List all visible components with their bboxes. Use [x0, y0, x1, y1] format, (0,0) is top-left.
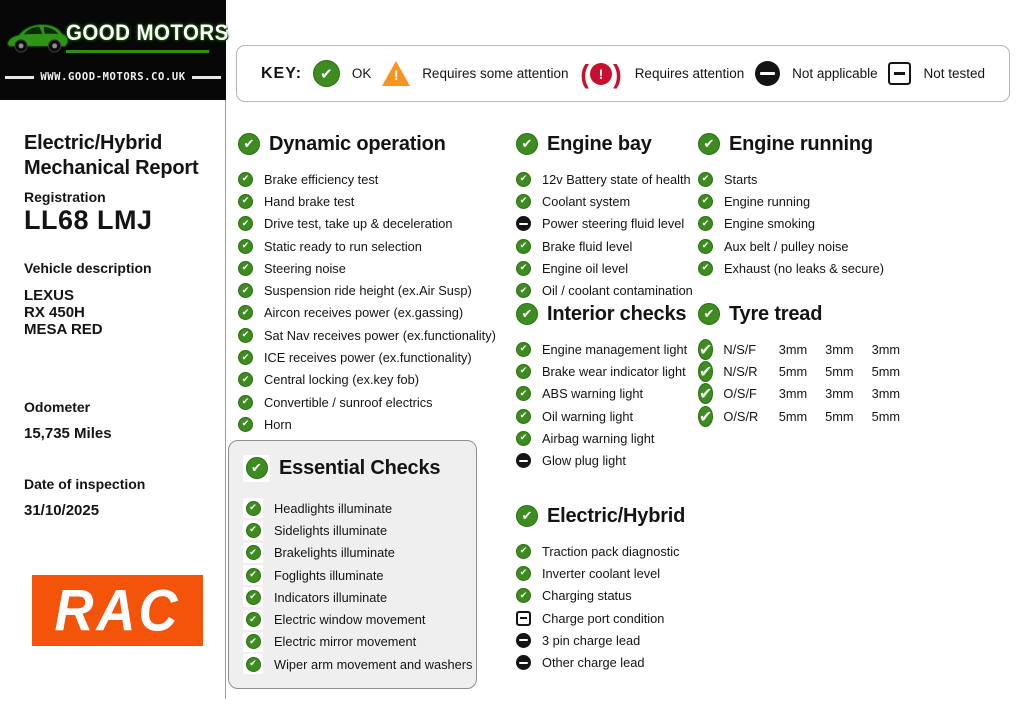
section-tyre-tread: [698, 300, 908, 427]
section-title: Interior checks: [547, 302, 687, 325]
tyre-depth-value: 3mm: [825, 386, 854, 402]
check-item-label: Central locking (ex.key fob): [264, 372, 420, 388]
status-icon: [246, 568, 261, 583]
tyre-depth-value: 3mm: [825, 341, 854, 357]
check-item: [238, 346, 490, 368]
check-list: [516, 168, 708, 302]
key-item-label: Not tested: [923, 66, 985, 81]
status-icon: [516, 239, 531, 254]
check-item: [238, 213, 490, 235]
key-item-not-tested: [888, 62, 985, 85]
check-item-label: Aircon receives power (ex.gassing): [264, 305, 464, 321]
ok-icon: [238, 133, 260, 155]
status-icon: [516, 194, 531, 209]
status-icon: [238, 172, 253, 187]
check-item-label: Steering noise: [264, 260, 346, 276]
check-item-label: Engine smoking: [724, 216, 816, 232]
tyre-tread-list: [698, 338, 908, 427]
inspection-date-label: Date of inspection: [24, 476, 146, 492]
check-item: [238, 302, 490, 324]
key-item-label: Requires attention: [634, 66, 745, 81]
status-icon: [698, 239, 713, 254]
status-icon: [698, 361, 713, 382]
check-item: [243, 653, 473, 675]
status-icon: [516, 261, 531, 276]
status-icon: [698, 339, 713, 360]
report-title: Electric/Hybrid Mechanical Report: [24, 132, 199, 179]
warning-triangle-icon: [382, 61, 410, 86]
check-item-label: Sidelights illuminate: [274, 522, 388, 538]
check-item: [698, 213, 908, 235]
check-item: [238, 257, 490, 279]
check-item: [238, 391, 490, 413]
status-icon: [516, 431, 531, 446]
status-icon: [516, 386, 531, 401]
check-item-label: Brake efficiency test: [264, 171, 379, 187]
tyre-position-label: N/S/F: [723, 341, 757, 357]
rac-logo: RAC: [32, 575, 203, 646]
check-item-label: 12v Battery state of health: [542, 171, 691, 187]
key-item-attention: [579, 58, 745, 89]
section-essential-checks: [228, 440, 477, 689]
status-icon: [238, 283, 253, 298]
tyre-depth-value: 5mm: [871, 408, 901, 424]
status-icon: [516, 544, 531, 559]
status-icon: [516, 342, 531, 357]
status-icon: [238, 328, 253, 343]
check-item-label: ICE receives power (ex.functionality): [264, 350, 472, 366]
brand-website: WWW.GOOD-MOTORS.CO.UK: [5, 71, 221, 83]
check-item-label: Oil / coolant contamination: [542, 283, 693, 299]
status-icon: [238, 350, 253, 365]
ok-icon: [516, 133, 538, 155]
tyre-depth-value: 5mm: [825, 363, 854, 379]
check-list: [516, 540, 708, 674]
tyre-tread-row: [698, 405, 908, 427]
check-item: [516, 629, 708, 651]
status-icon: [238, 216, 253, 231]
check-item-label: Wiper arm movement and washers: [274, 656, 473, 672]
check-item: [243, 631, 462, 653]
check-item-label: Airbag warning light: [542, 430, 655, 446]
section-header: [238, 130, 490, 158]
section-electric-hybrid: [516, 502, 708, 674]
check-item: [238, 413, 490, 435]
section-title: Engine running: [729, 132, 873, 155]
check-item: [516, 585, 708, 607]
section-dynamic-operation: [238, 130, 496, 436]
section-engine-bay: [516, 130, 708, 302]
check-item-label: Electric mirror movement: [274, 634, 417, 650]
key-item-label: OK: [351, 66, 372, 81]
check-item-label: Drive test, take up & deceleration: [264, 216, 453, 232]
check-item-label: Horn: [264, 416, 292, 432]
check-item: [238, 190, 490, 212]
check-item: [516, 190, 708, 212]
section-header: [516, 300, 708, 328]
good-motors-logo: [0, 0, 229, 100]
brand-name: GOOD MOTORS: [66, 20, 209, 53]
key-item-not-applicable: [755, 61, 878, 86]
check-item: [516, 257, 708, 279]
ok-icon: [246, 457, 268, 479]
status-icon: [246, 590, 261, 605]
check-item: [698, 168, 908, 190]
key-item-label: Not applicable: [792, 66, 878, 81]
ok-icon: [516, 303, 538, 325]
check-list: [516, 338, 708, 472]
not-applicable-icon: [755, 61, 780, 86]
check-list: [243, 497, 473, 675]
check-item: [516, 168, 708, 190]
status-icon: [516, 588, 531, 603]
check-item: [516, 651, 708, 673]
registration-value: LL68 LMJ: [24, 205, 153, 235]
check-item-label: Suspension ride height (ex.Air Susp): [264, 283, 472, 299]
section-header: [698, 300, 908, 328]
check-item-label: Aux belt / pulley noise: [724, 238, 849, 254]
check-item-label: Hand brake test: [264, 193, 355, 209]
check-item: [698, 190, 908, 212]
not-tested-icon: [888, 62, 911, 85]
section-title: Tyre tread: [729, 302, 823, 325]
check-item: [243, 519, 462, 541]
check-item: [238, 235, 490, 257]
check-item-label: Other charge lead: [542, 655, 645, 671]
status-icon: [698, 406, 713, 427]
check-item-label: Coolant system: [542, 193, 631, 209]
tyre-tread-row: [698, 383, 908, 405]
ok-icon: [313, 60, 340, 87]
status-icon: [238, 194, 253, 209]
key-label: KEY:: [261, 64, 303, 82]
check-item: [698, 235, 908, 257]
check-item: [516, 540, 708, 562]
check-item: [238, 168, 490, 190]
check-item: [516, 449, 708, 471]
key-item-ok: [313, 60, 372, 87]
check-item: [238, 324, 496, 346]
check-item: [516, 562, 708, 584]
tyre-position-label: O/S/F: [723, 386, 757, 402]
registration-label: Registration: [24, 189, 106, 205]
status-icon: [246, 523, 261, 538]
tyre-depth-value: 5mm: [825, 408, 854, 424]
status-icon: [238, 239, 253, 254]
check-item: [516, 338, 708, 360]
check-item-label: Charging status: [542, 588, 632, 604]
check-item-label: Headlights illuminate: [274, 500, 393, 516]
ok-icon: [698, 303, 720, 325]
tyre-depth-value: 5mm: [871, 363, 901, 379]
status-icon: [246, 612, 261, 627]
check-item-label: Exhaust (no leaks & secure): [724, 260, 885, 276]
check-item: [516, 607, 708, 629]
status-icon: [246, 501, 261, 516]
status-icon: [246, 634, 261, 649]
check-item-label: Engine oil level: [542, 260, 629, 276]
tyre-depth-value: 3mm: [871, 386, 901, 402]
check-item-label: Sat Nav receives power (ex.functionality): [264, 327, 496, 343]
status-icon: [516, 633, 531, 648]
status-icon: [238, 261, 253, 276]
status-icon: [516, 611, 531, 626]
check-item-label: Charge port condition: [542, 610, 665, 626]
key-legend: [236, 45, 1010, 102]
check-item-label: Oil warning light: [542, 408, 634, 424]
section-header: [516, 502, 708, 530]
status-icon: [698, 383, 713, 404]
tyre-depth-value: 3mm: [871, 341, 901, 357]
check-item-label: Brakelights illuminate: [274, 545, 395, 561]
section-interior-checks: [516, 300, 708, 472]
status-icon: [698, 194, 713, 209]
status-icon: [238, 417, 253, 432]
check-item-label: Engine management light: [542, 341, 688, 357]
check-item: [243, 564, 462, 586]
inspection-date-value: 31/10/2025: [24, 502, 100, 519]
check-item: [243, 608, 462, 630]
tyre-depth-value: 3mm: [778, 341, 808, 357]
key-item-some-attention: [382, 61, 568, 86]
status-icon: [698, 216, 713, 231]
check-item-label: Brake fluid level: [542, 238, 633, 254]
key-item-label: Requires some attention: [422, 66, 569, 81]
check-item: [238, 369, 490, 391]
check-item: [516, 279, 708, 301]
attention-icon: ( ! ): [579, 61, 622, 87]
check-item: [698, 257, 908, 279]
tyre-tread-row: [698, 338, 908, 360]
section-title: Dynamic operation: [269, 132, 446, 155]
sidebar-divider: [225, 100, 226, 699]
status-icon: [238, 372, 253, 387]
status-icon: [246, 657, 261, 672]
check-item: [516, 213, 708, 235]
check-item-label: Glow plug light: [542, 453, 626, 469]
odometer-label: Odometer: [24, 399, 91, 415]
status-icon: [516, 453, 531, 468]
check-item-label: Brake wear indicator light: [542, 363, 686, 379]
check-item-label: Power steering fluid level: [542, 216, 685, 232]
check-item: [243, 542, 462, 564]
check-item-label: 3 pin charge lead: [542, 632, 641, 648]
check-item-label: Traction pack diagnostic: [542, 543, 680, 559]
check-item-label: Static ready to run selection: [264, 238, 422, 254]
tyre-depth-value: 3mm: [778, 386, 808, 402]
green-car-icon: [4, 8, 70, 64]
check-item: [516, 405, 708, 427]
check-item-label: Foglights illuminate: [274, 567, 384, 583]
ok-icon: [698, 133, 720, 155]
status-icon: [238, 395, 253, 410]
check-item: [516, 427, 708, 449]
check-item: [243, 497, 462, 519]
status-icon: [698, 261, 713, 276]
ok-icon: [516, 505, 538, 527]
check-item: [516, 235, 708, 257]
check-item-label: Indicators illuminate: [274, 589, 388, 605]
status-icon: [238, 305, 253, 320]
tyre-position-label: N/S/R: [723, 363, 758, 379]
section-engine-running: [698, 130, 908, 279]
check-item-label: Electric window movement: [274, 612, 426, 628]
check-item-label: Engine running: [724, 193, 811, 209]
status-icon: [246, 545, 261, 560]
check-item: [243, 586, 462, 608]
section-header: [698, 130, 908, 158]
odometer-value: 15,735 Miles: [24, 425, 112, 442]
section-title: Engine bay: [547, 132, 652, 155]
status-icon: [516, 655, 531, 670]
section-header: [516, 130, 708, 158]
check-item-label: ABS warning light: [542, 386, 644, 402]
status-icon: [516, 283, 531, 298]
check-item-label: Inverter coolant level: [542, 565, 661, 581]
tyre-depth-value: 5mm: [778, 363, 808, 379]
status-icon: [516, 172, 531, 187]
status-icon: [516, 216, 531, 231]
check-list: [238, 168, 496, 436]
section-header: [243, 454, 462, 482]
check-item-label: Starts: [724, 171, 758, 187]
tyre-position-label: O/S/R: [723, 408, 759, 424]
status-icon: [516, 364, 531, 379]
vehicle-description-value: LEXUS RX 450H MESA RED: [24, 287, 103, 338]
section-title: Essential Checks: [279, 456, 441, 479]
section-title: Electric/Hybrid: [547, 504, 686, 527]
check-item: [516, 383, 708, 405]
vehicle-description-label: Vehicle description: [24, 260, 152, 276]
status-icon: [516, 409, 531, 424]
check-item: [516, 360, 708, 382]
status-icon: [698, 172, 713, 187]
tyre-depth-value: 5mm: [778, 408, 808, 424]
check-item: [238, 279, 490, 301]
status-icon: [516, 566, 531, 581]
check-item-label: Convertible / sunroof electrics: [264, 394, 433, 410]
tyre-tread-row: [698, 360, 908, 382]
check-list: [698, 168, 908, 279]
